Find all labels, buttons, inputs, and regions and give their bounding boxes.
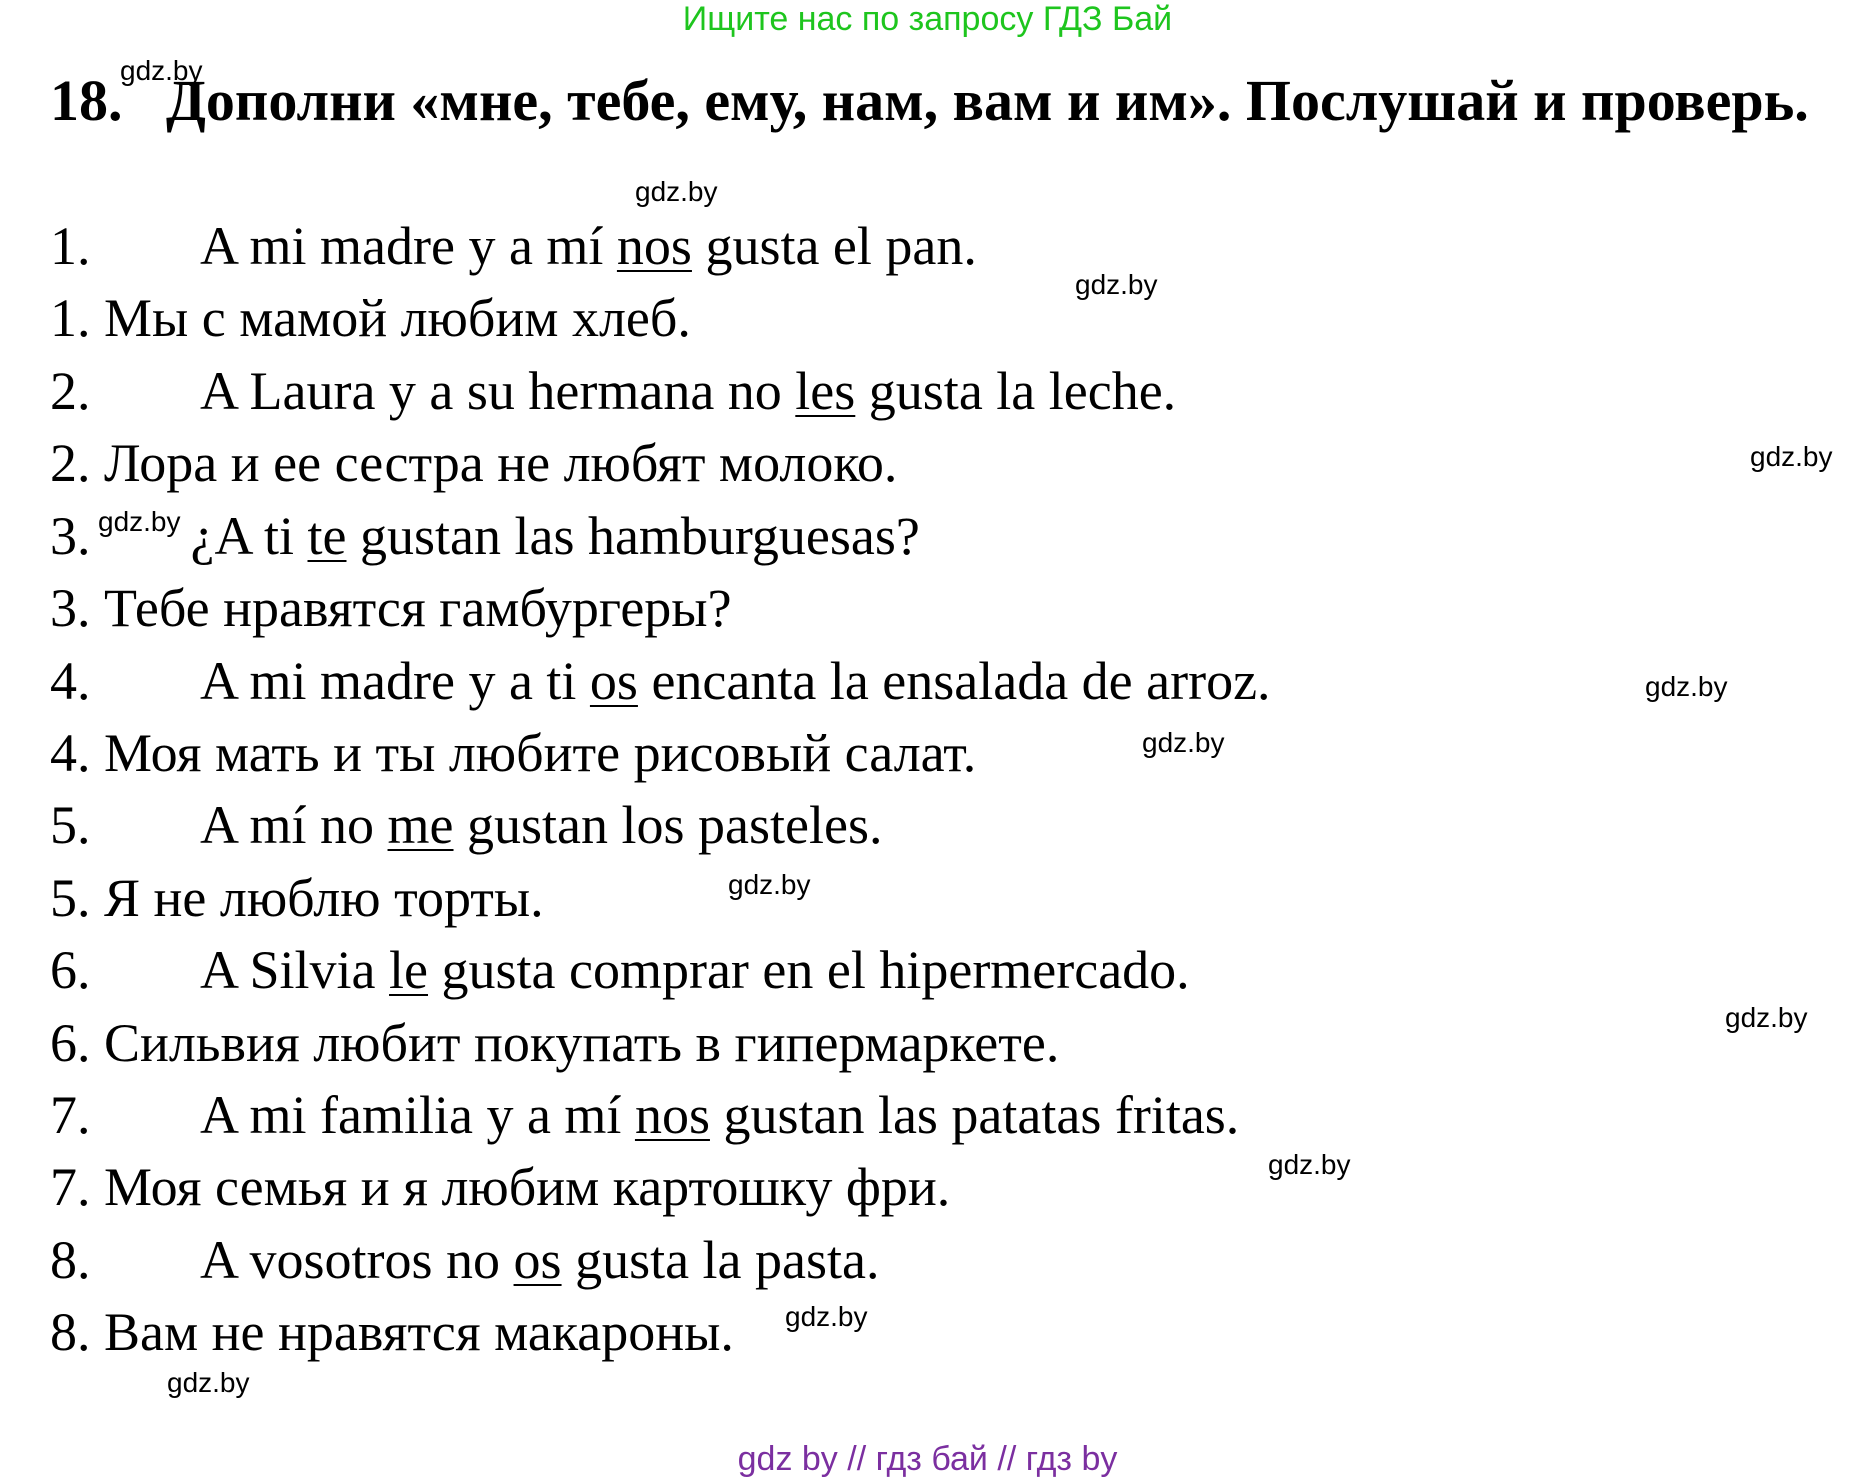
sentence-es: 4. A mi madre y a ti os encanta la ensalada de arroz. (50, 651, 1271, 711)
watermark: gdz.by (1725, 1002, 1808, 1033)
answer-pronoun: te (307, 506, 347, 566)
watermark: gdz.by (635, 176, 718, 207)
translation-ru: 1. Мы с мамой любим хлеб. (50, 288, 691, 348)
answer-pronoun: os (513, 1230, 562, 1290)
sentence-es: 6. A Silvia le gusta comprar en el hipermercado. (50, 940, 1190, 1000)
watermark: gdz.by (98, 506, 181, 537)
translation-ru: 4. Моя мать и ты любите рисовый салат. (50, 723, 977, 783)
watermark: gdz.by (120, 55, 203, 86)
watermark: gdz.by (728, 869, 811, 900)
sentence-es: 1. A mi madre y a mí nos gusta el pan. (50, 216, 977, 276)
translation-ru: 7. Моя семья и я любим картошку фри. (50, 1157, 951, 1217)
sentence-es: 8. A vosotros no os gusta la pasta. (50, 1230, 880, 1290)
answer-pronoun: nos (616, 216, 692, 276)
answer-pronoun: os (589, 651, 638, 711)
top-banner: Ищите нас по запросу ГДЗ Бай (682, 0, 1173, 38)
answer-pronoun: le (389, 940, 429, 1000)
watermark: gdz.by (167, 1367, 250, 1398)
watermark: gdz.by (1750, 441, 1833, 472)
exercise-instruction: Дополни «мне, тебе, ему, нам, вам и им». Послушай и проверь. (166, 68, 1809, 133)
translation-ru: 2. Лора и ее сестра не любят молоко. (50, 433, 898, 493)
watermark: gdz.by (1268, 1149, 1351, 1180)
watermark: gdz.by (1075, 269, 1158, 300)
translation-ru: 8. Вам не нравятся макароны. (50, 1302, 734, 1362)
sentence-es: 7. A mi familia y a mí nos gustan las patatas fritas. (50, 1085, 1240, 1145)
translation-ru: 3. Тебе нравятся гамбургеры? (50, 578, 732, 638)
answer-pronoun: me (387, 795, 454, 855)
sentence-es: 5. A mí no me gustan los pasteles. (50, 795, 883, 855)
sentence-es: 3. ¿A ti te gustan las hamburguesas? (50, 506, 920, 566)
footer: gdz by // гдз бай // гдз by (737, 1440, 1118, 1478)
sentence-es: 2. A Laura y a su hermana no les gusta la leche. (50, 361, 1177, 421)
watermark: gdz.by (1142, 727, 1225, 758)
translation-ru: 6. Сильвия любит покупать в гипермаркете. (50, 1013, 1060, 1073)
exercise-title (50, 55, 1830, 138)
answer-pronoun: nos (634, 1085, 710, 1145)
answer-pronoun: les (795, 361, 856, 421)
watermark: gdz.by (1645, 671, 1728, 702)
translation-ru: 5. Я не люблю торты. (50, 868, 544, 928)
exercise-number: 18. gdz.by (50, 55, 203, 133)
watermark: gdz.by (785, 1301, 868, 1332)
